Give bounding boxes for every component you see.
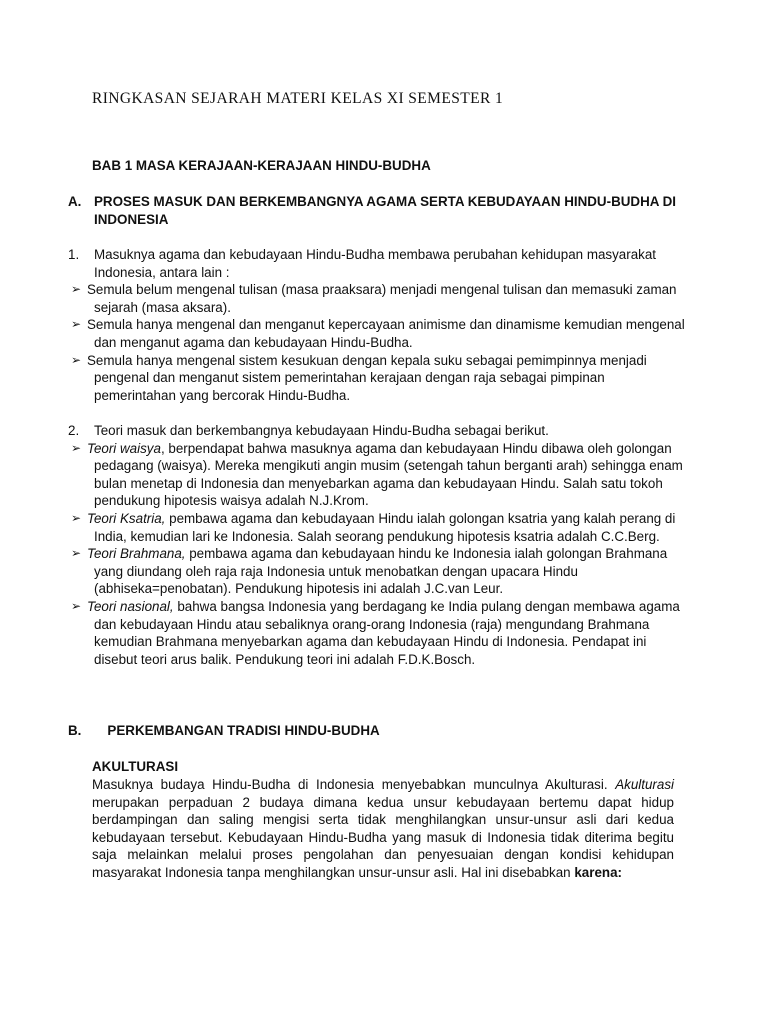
point-2-block bbox=[68, 422, 688, 668]
akulturasi-paragraph bbox=[92, 776, 674, 882]
point-1 bbox=[68, 246, 688, 281]
list-item bbox=[68, 510, 688, 545]
bullet-text: Semula belum mengenal tulisan (masa praaksara) menjadi mengenal tulisan dan memasuki zaman sejarah (masa aksara). bbox=[87, 282, 677, 315]
section-b-label: B. bbox=[68, 723, 82, 738]
theory-text: bahwa bangsa Indonesia yang berdagang ke India pulang dengan membawa agama dan kebudayaan Hindu atau sebaliknya orang-orang Indonesia (raja) mengundang Brahmana kemudian Brahmana menyebarkan agama dan kebudayaan Hindu di Indonesia. Pendapat ini disebut teori arus balik. Pendukung teori ini adalah F.D.K.Bosch. bbox=[94, 598, 680, 667]
akulturasi-heading: AKULTURASI bbox=[92, 759, 179, 774]
paragraph-body: merupakan perpaduan 2 budaya dimana kedua unsur kebudayaan bertemu dapat hidup berdampingan dan saling mengisi serta tidak menghilangkan unsur-unsur asli dari kedua kebudayaan tersebut. Kebudayaan Hindu-Budha yang masuk di Indonesia tidak diterima begitu saja melainkan melalui proses pengolahan dan penyesuaian dengan kondisi kehidupan masyarakat Indonesia tanpa menghilangkan unsur-unsur asli. Hal ini disebabkan bbox=[92, 794, 674, 880]
bullet-text: Semula hanya mengenal dan menganut kepercayaan animisme dan dinamisme kemudian mengenal dan menganut agama dan kebudayaan Hindu-Budha. bbox=[87, 317, 685, 350]
arrow-bullet-icon: ➢ bbox=[71, 440, 82, 455]
arrow-bullet-icon: ➢ bbox=[71, 510, 82, 525]
point-1-number: 1. bbox=[68, 247, 80, 262]
list-item bbox=[68, 440, 688, 510]
list-item bbox=[68, 545, 688, 598]
point-2 bbox=[68, 422, 688, 440]
paragraph-tail: karena: bbox=[574, 864, 622, 880]
point-2-number: 2. bbox=[68, 423, 80, 438]
theory-text: , berpendapat bahwa masuknya agama dan kebudayaan Hindu dibawa oleh golongan pedagang (waisya). Mereka mengikuti angin musim (setengah tahun berganti arah) sehingga enam bulan menetap di Indonesia dan menyebarkan agama dan kebudayaan Hindu. Salah satu tokoh pendukung hipotesis waisya adalah N.J.Krom. bbox=[94, 440, 683, 509]
list-item bbox=[68, 281, 688, 316]
section-a-text: PROSES MASUK DAN BERKEMBANGNYA AGAMA SERTA KEBUDAYAAN HINDU-BUDHA DI INDONESIA bbox=[94, 194, 677, 227]
arrow-bullet-icon: ➢ bbox=[71, 282, 82, 297]
bullet-text: Semula hanya mengenal sistem kesukuan dengan kepala suku sebagai pemimpinnya menjadi pengenal dan menganut sistem pemerintahan kerajaan dengan raja sebagai pimpinan pemerintahan yang bercorak Hindu-Budha. bbox=[87, 352, 647, 403]
point-2-text: Teori masuk dan berkembangnya kebudayaan Hindu-Budha sebagai berikut. bbox=[94, 423, 549, 438]
arrow-bullet-icon: ➢ bbox=[71, 598, 82, 613]
akulturasi-term: Akulturasi bbox=[615, 777, 674, 792]
theory-name: Teori Brahmana, bbox=[87, 546, 186, 562]
arrow-bullet-icon: ➢ bbox=[71, 546, 82, 561]
section-b-text: PERKEMBANGAN TRADISI HINDU-BUDHA bbox=[107, 723, 380, 738]
document-title: RINGKASAN SEJARAH MATERI KELAS XI SEMESTER 1 bbox=[92, 90, 504, 107]
section-b-heading bbox=[68, 722, 380, 740]
paragraph-sentence: Masuknya budaya Hindu-Budha di Indonesia menyebabkan munculnya Akulturasi. bbox=[92, 777, 608, 792]
theory-text: pembawa agama dan kebudayaan hindu ke Indonesia ialah golongan Brahmana yang diundang oleh raja raja Indonesia untuk menobatkan dengan upacara Hindu (abhiseka=penobatan). Pendukung hipotesis ini adalah J.C.van Leur. bbox=[94, 546, 668, 597]
theory-text: pembawa agama dan kebudayaan Hindu ialah golongan ksatria yang kalah perang di India, kemudian lari ke Indonesia. Salah seorang pendukung hipotesis ksatria adalah C.C.Berg. bbox=[94, 510, 676, 544]
section-a-label: A. bbox=[68, 194, 82, 209]
theory-name: Teori waisya bbox=[87, 440, 161, 456]
list-item bbox=[68, 352, 688, 405]
arrow-bullet-icon: ➢ bbox=[71, 352, 82, 367]
list-item bbox=[68, 598, 688, 668]
arrow-bullet-icon: ➢ bbox=[71, 317, 82, 332]
point-1-block bbox=[68, 246, 688, 404]
section-a-heading bbox=[68, 193, 688, 228]
list-item bbox=[68, 316, 688, 351]
theory-name: Teori Ksatria, bbox=[87, 510, 166, 526]
point-1-text: Masuknya agama dan kebudayaan Hindu-Budha membawa perubahan kehidupan masyarakat Indonesia, antara lain : bbox=[94, 247, 657, 280]
chapter-heading: BAB 1 MASA KERAJAAN-KERAJAAN HINDU-BUDHA bbox=[92, 158, 431, 173]
theory-name: Teori nasional, bbox=[87, 598, 174, 614]
